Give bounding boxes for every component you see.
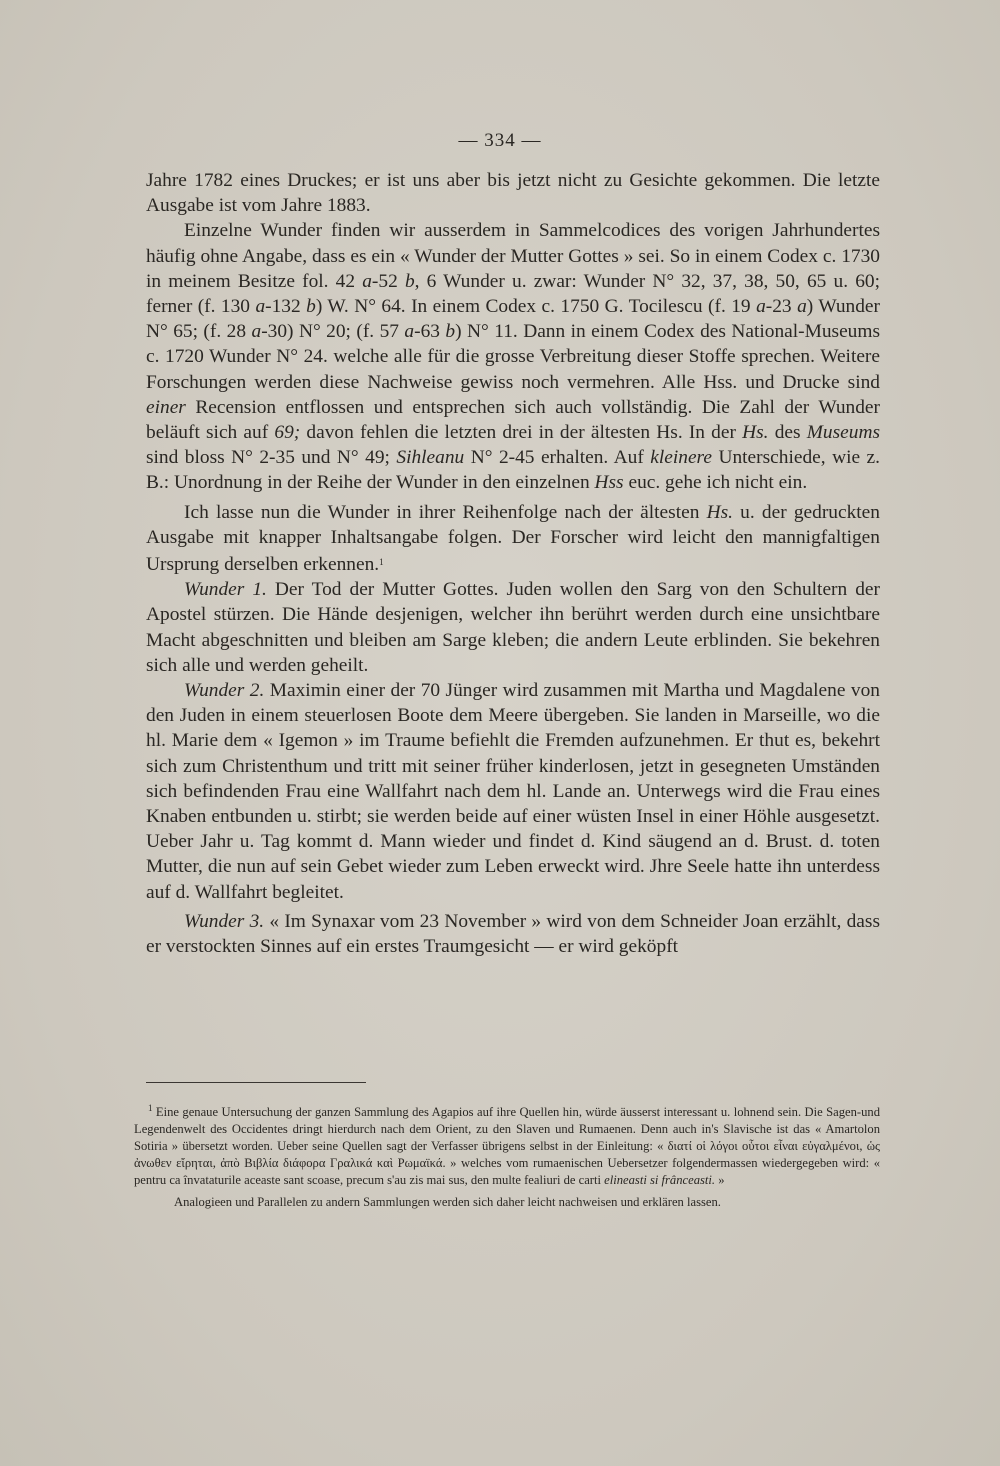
wunder-3-paragraph: Wunder 3. « Im Synaxar vom 23 November » wird von dem Schneider Joan erzählt, dass er verstockten Sinnes auf ein erstes Traumgesicht — er wird geköpft	[146, 910, 880, 958]
footnote-1-continuation: Analogieen und Parallelen zu andern Sammlungen werden sich daher leicht nachweisen und erklären lassen.	[174, 1195, 721, 1210]
wunder-label: Wunder 2.	[184, 680, 265, 702]
footnote-divider	[146, 1082, 366, 1083]
footnote-reference: 1	[379, 557, 384, 568]
footnote-1: $^1$ Eine genaue Untersuchung der ganzen Sammlung des Agapios auf ihre Quellen hin, würde äusserst interessant u. lohnend sein. Die Sagen-und Legendenwelt des Occidentes dringt hierdurch nach dem Orient, zu den Slaven und Rumaenen. Denn auch in's Slavische ist das « Amartolon Sotiria » übersetzt worden. Ueber seine Quellen sagt der Verfasser übrigens selbst in der Einleitung: « διατί οἱ λόγοι οὗτοι εἶναι εὐγαλμένοι, ὡς ἀνωθεν εἴρηται, ἀπὸ Βιβλία διάφορα Γραλικά καὶ Ρωμαϊκά. » welches vom rumaenischen Uebersetzer folgendermassen wiedergegeben wird: « pentru ca învataturile aceaste sant scoase, precum s'au zis mai sus, den multe fealiuri de carti elineasti si frânceasti. »	[134, 1103, 880, 1188]
wunder-2-paragraph: Wunder 2. Maximin einer der 70 Jünger wird zusammen mit Martha und Magdalene von den Juden in einem steuerlosen Boote dem Meere übergeben. Sie landen in Marseille, wo die hl. Marie dem « Igemon » im Traume befiehlt die Fremden aufzunehmen. Er thut es, bekehrt sich zum Christenthum und tritt mit seiner früher kinderlosen, jetzt in gesegneten Umständen sich befindenden Frau eine Wallfahrt nach dem hl. Lande an. Unterwegs wird die Frau eines Knaben entbunden u. stirbt; sie werden beide auf einer wüsten Insel in einer Höhle ausgesetzt. Ueber Jahr u. Tag kommt d. Mann wieder und findet d. Kind säugend an d. Brust. d. toten Mutter, die nun auf sein Gebet wieder zum Leben erweckt wird. Jhre Seele hatte ihn unterdess auf d. Wallfahrt begleitet.	[146, 680, 880, 903]
main-text	[146, 168, 880, 959]
page-number: — 334 —	[458, 130, 542, 151]
wunder-label: Wunder 3.	[184, 910, 265, 932]
paragraph: Ich lasse nun die Wunder in ihrer Reihenfolge nach der ältesten Hs. u. der gedruckten Ausgabe mit knapper Inhaltsangabe folgen. Der Forscher wird leicht den mannigfaltigen Ursprung derselben erkennen.$^1$	[146, 501, 880, 576]
footnote-marker: 1	[148, 1103, 153, 1113]
wunder-label: Wunder 1.	[184, 579, 267, 601]
wunder-1-paragraph: Wunder 1. Der Tod der Mutter Gottes. Juden wollen den Sarg von den Schultern der Apostel stürzen. Die Hände desjenigen, welcher ihn berührt werden durch eine unsichtbare Macht abgeschnitten und bleiben am Sarge kleben; die andern Leute erblinden. Sie bekehren sich alle und werden geheilt.	[146, 579, 880, 676]
footnotes	[134, 1100, 880, 1212]
paragraph: Jahre 1782 eines Druckes; er ist uns aber bis jetzt nicht zu Gesichte gekommen. Die letzte Ausgabe ist vom Jahre 1883.	[146, 170, 880, 217]
paragraph: Einzelne Wunder finden wir ausserdem in Sammelcodices des vorigen Jahrhundertes häufig ohne Angabe, dass es ein « Wunder der Mutter Gottes » sei. So in einem Codex c. 1730 in meinem Besitze fol. 42 a-52 b, 6 Wunder u. zwar: Wunder N° 32, 37, 38, 50, 65 u. 60; ferner (f. 130 a-132 b) W. N° 64. In einem Codex c. 1750 G. Tocilescu (f. 19 a-23 a) Wunder N° 65; (f. 28 a-30) N° 20; (f. 57 a-63 b) N° 11. Dann in einem Codex des National-Museums c. 1720 Wunder N° 24. welche alle für die grosse Verbreitung dieser Stoffe sprechen. Weitere Forschungen werden diese Nachweise gewiss noch vermehren. Alle Hss. und Drucke sind einer Recension entflossen und entsprechen sich auch vollständig. Die Zahl der Wunder beläuft sich auf 69; davon fehlen die letzten drei in der ältesten Hs. In der Hs. des Museums sind bloss N° 2-35 und N° 49; Sihleanu N° 2-45 erhalten. Auf kleinere Unterschiede, wie z. B.: Unordnung in der Reihe der Wunder in den einzelnen Hss euc. gehe ich nicht ein.	[146, 220, 881, 494]
